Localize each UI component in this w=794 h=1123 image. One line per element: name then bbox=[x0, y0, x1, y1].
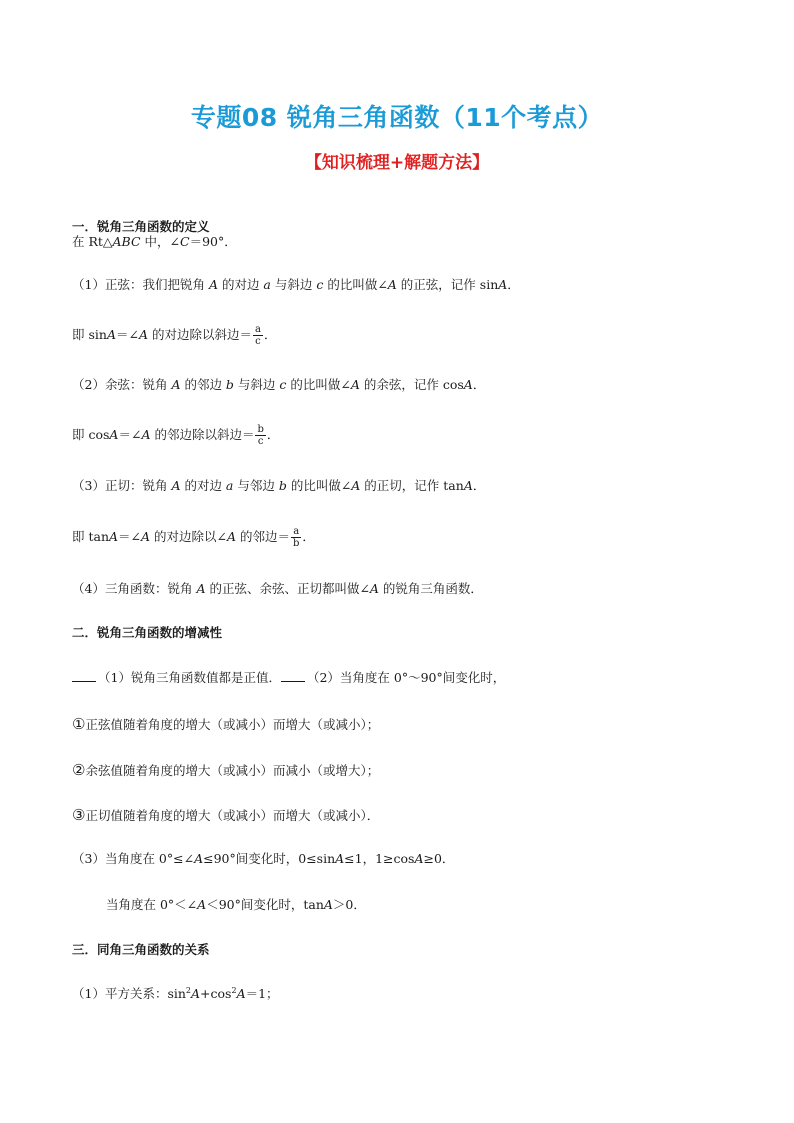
blank-line bbox=[72, 669, 96, 682]
range-tan: 当角度在 0°＜∠A＜90°间变化时，tanA＞0． bbox=[106, 897, 366, 912]
page-title: 专题08 锐角三角函数（11个考点） bbox=[190, 103, 604, 132]
blank-line bbox=[281, 669, 305, 682]
sine-monotonicity: ①正弦值随着角度的增大（或减小）而增大（或减小）； bbox=[72, 715, 380, 733]
range-sin-cos: （3）当角度在 0°≤∠A≤90°间变化时，0≤sinA≤1，1≥cosA≥0． bbox=[72, 851, 455, 866]
tangent-definition: （3）正切：锐角 A 的对边 a 与邻边 b 的比叫做∠A 的正切，记作 tanA． bbox=[72, 478, 486, 493]
tangent-monotonicity: ③正切值随着角度的增大（或减小）而增大（或减小）． bbox=[72, 806, 380, 824]
sine-fraction: $\frac{a}{c}$ bbox=[254, 324, 261, 347]
section-3-heading: 三．同角三角函数的关系 bbox=[72, 942, 210, 957]
square-relation: （1）平方关系：$\sin^2A+\cos^2A=1$； bbox=[72, 985, 279, 1001]
tangent-formula: 即 tanA＝∠A 的对边除以∠A 的邻边＝ $\frac{a}{b}$ ． bbox=[72, 526, 315, 549]
section-2-heading: 二．锐角三角函数的增减性 bbox=[72, 625, 223, 640]
monotonicity-intro: （1）锐角三角函数值都是正值． （2）当角度在 0°～90°间变化时， bbox=[72, 669, 505, 687]
cosine-fraction: $\frac{b}{c}$ bbox=[257, 424, 264, 447]
section-1-heading: 一．锐角三角函数的定义 bbox=[72, 219, 210, 234]
trig-function-definition: （4）三角函数：锐角 A 的正弦、余弦、正切都叫做∠A 的锐角三角函数． bbox=[72, 581, 483, 596]
sine-formula: 即 sinA＝∠A 的对边除以斜边＝ $\frac{a}{c}$ ． bbox=[72, 324, 277, 347]
tangent-fraction: $\frac{a}{b}$ bbox=[293, 526, 300, 549]
sine-definition: （1）正弦：我们把锐角 A 的对边 a 与斜边 c 的比叫做∠A 的正弦，记作 sinA． bbox=[72, 277, 520, 292]
cosine-monotonicity: ②余弦值随着角度的增大（或减小）而减小（或增大）； bbox=[72, 761, 380, 779]
cosine-definition: （2）余弦：锐角 A 的邻边 b 与斜边 c 的比叫做∠A 的余弦，记作 cosA． bbox=[72, 377, 486, 392]
cosine-formula: 即 cosA＝∠A 的邻边除以斜边＝ $\frac{b}{c}$ ． bbox=[72, 424, 280, 447]
page-subtitle: 【知识梳理+解题方法】 bbox=[304, 153, 490, 173]
section-1-intro: 在 Rt△ABC 中，∠C＝90°． bbox=[72, 234, 237, 249]
